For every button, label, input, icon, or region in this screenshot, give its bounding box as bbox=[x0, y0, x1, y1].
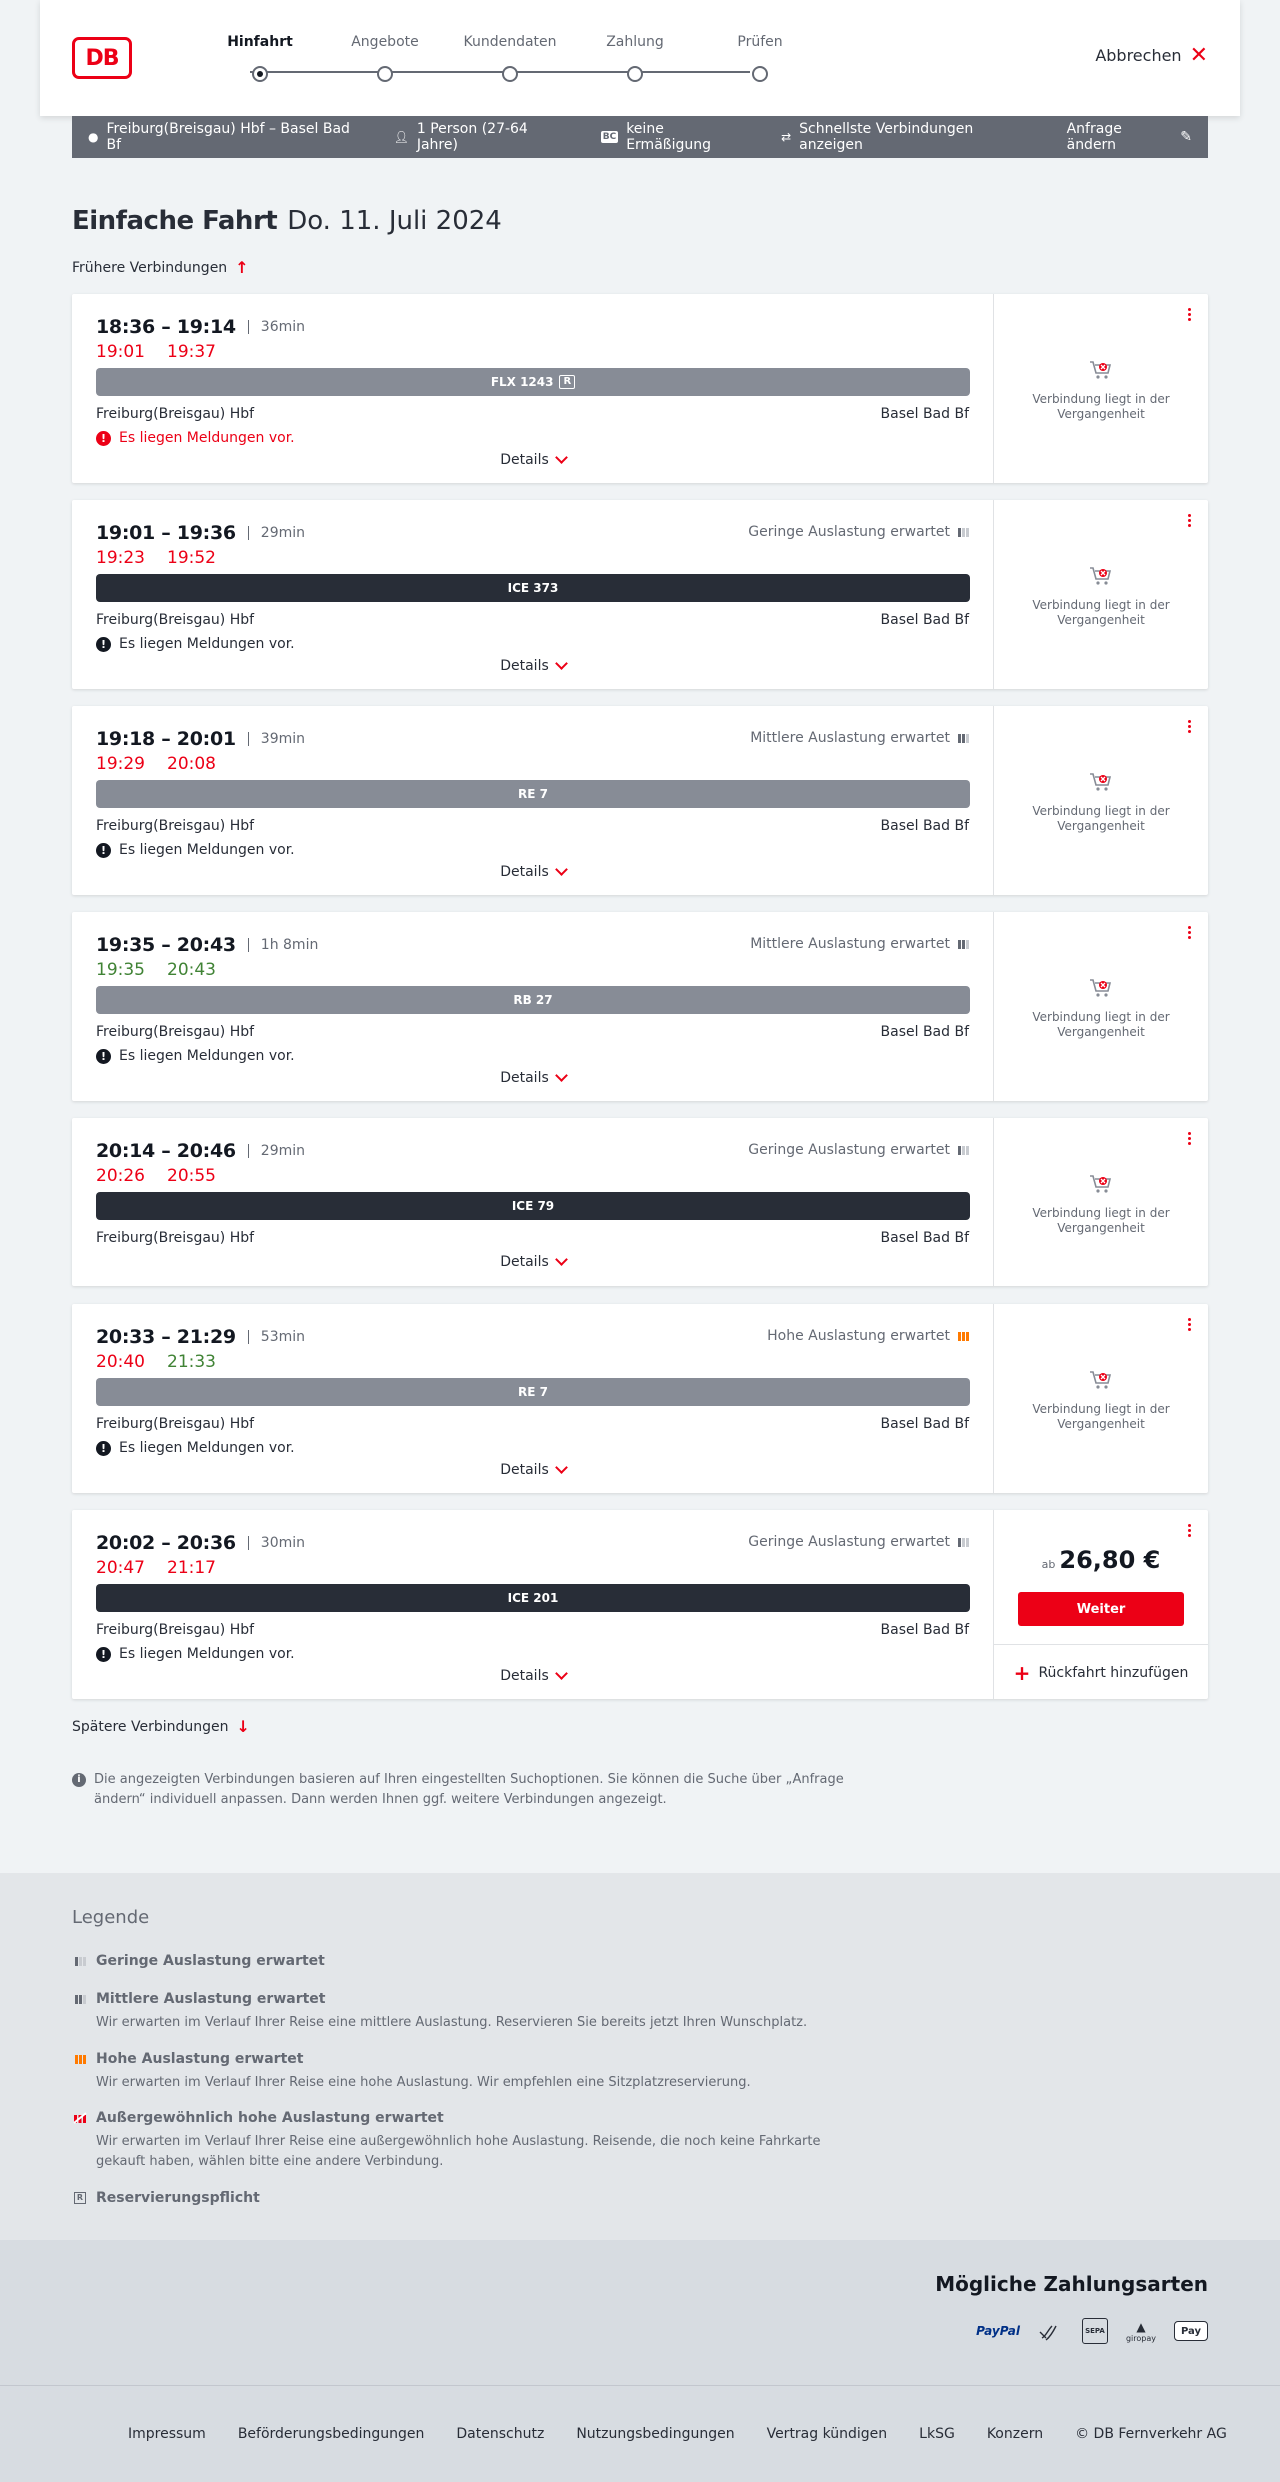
past-connection-notice: Verbindung liegt in der Vergangenheit bbox=[994, 1170, 1208, 1236]
cart-unavailable-icon bbox=[1087, 562, 1115, 590]
connection-details-area bbox=[72, 912, 994, 1101]
medium-occupancy-icon bbox=[958, 734, 969, 743]
offer-area bbox=[994, 1118, 1208, 1286]
more-options-icon[interactable] bbox=[1186, 1132, 1192, 1145]
details-toggle[interactable]: Details bbox=[72, 1462, 994, 1478]
connection-details-area bbox=[72, 500, 994, 689]
reservation-required-icon: R bbox=[74, 2192, 86, 2204]
legend-item: Außergewöhnlich hohe Auslastung erwartet Wir erwarten im Verlauf Ihrer Reise eine außergewöhnlich hohe Auslastung. Reisende, die noch keine Fahrkarte gekauft haben, wählen bitte eine andere Verbindung. bbox=[72, 2110, 872, 2172]
chevron-down-icon bbox=[555, 863, 568, 876]
destination-station: Basel Bad Bf bbox=[880, 1024, 969, 1040]
later-connections-link[interactable]: Spätere Verbindungen ↓ bbox=[72, 1717, 250, 1736]
footer-link-befoerderungsbedingungen[interactable]: Beförderungsbedingungen bbox=[237, 2426, 425, 2442]
high-occupancy-icon bbox=[75, 2055, 86, 2064]
train-bar[interactable]: RE 7 bbox=[96, 780, 970, 808]
cart-unavailable-icon bbox=[1087, 974, 1115, 1002]
chevron-down-icon bbox=[555, 1253, 568, 1266]
fastest-summary: ⇄ Schnellste Verbindungen anzeigen bbox=[781, 121, 974, 153]
top-header bbox=[40, 0, 1240, 116]
realtime-times: 20:40 21:33 bbox=[96, 1352, 216, 1372]
booking-steps bbox=[210, 34, 783, 84]
payment-icons bbox=[976, 2318, 1208, 2344]
arrow-up-icon: ↑ bbox=[235, 258, 249, 277]
details-toggle[interactable]: Details bbox=[72, 1668, 994, 1684]
realtime-times: 19:01 19:37 bbox=[96, 342, 216, 362]
low-occupancy-icon bbox=[958, 1538, 969, 1547]
more-options-icon[interactable] bbox=[1186, 1318, 1192, 1331]
persons-summary: 👤︎ 1 Person (27-64 Jahre) bbox=[393, 121, 528, 153]
offer-area bbox=[994, 912, 1208, 1101]
connection-card[interactable] bbox=[72, 500, 1208, 689]
footer-link-lksg[interactable]: LkSG bbox=[919, 2426, 955, 2442]
warning-icon: ! bbox=[96, 637, 111, 652]
duration: 30min bbox=[248, 1536, 305, 1550]
medium-occupancy-icon bbox=[75, 1995, 86, 2004]
page-title: Einfache Fahrt Do. 11. Juli 2024 bbox=[72, 206, 502, 236]
continue-button[interactable]: Weiter bbox=[1018, 1592, 1184, 1626]
realtime-times: 20:47 21:17 bbox=[96, 1558, 216, 1578]
plus-icon: + bbox=[1013, 1660, 1031, 1685]
destination-station: Basel Bad Bf bbox=[880, 612, 969, 628]
step-dot bbox=[752, 66, 768, 82]
add-return-button[interactable]: + Rückfahrt hinzufügen bbox=[994, 1644, 1208, 1700]
duration: 39min bbox=[248, 732, 305, 746]
occupancy-info: Geringe Auslastung erwartet bbox=[748, 524, 969, 540]
realtime-times: 20:26 20:55 bbox=[96, 1166, 216, 1186]
footer-link-datenschutz[interactable]: Datenschutz bbox=[456, 2426, 545, 2442]
more-options-icon[interactable] bbox=[1186, 1524, 1192, 1537]
realtime-times: 19:23 19:52 bbox=[96, 548, 216, 568]
origin-station: Freiburg(Breisgau) Hbf bbox=[96, 612, 255, 628]
connection-card[interactable] bbox=[72, 1510, 1208, 1699]
step-dot bbox=[502, 66, 518, 82]
chevron-down-icon bbox=[555, 657, 568, 670]
details-toggle[interactable]: Details bbox=[72, 864, 994, 880]
cart-unavailable-icon bbox=[1087, 1366, 1115, 1394]
chevron-down-icon bbox=[555, 1069, 568, 1082]
warning-icon: ! bbox=[96, 1441, 111, 1456]
planned-times: 19:18 – 20:01 39min bbox=[96, 728, 306, 750]
past-connection-notice: Verbindung liegt in der Vergangenheit bbox=[994, 1366, 1208, 1432]
price-display: ab 26,80 € bbox=[1041, 1546, 1161, 1574]
notice-message[interactable]: ! Es liegen Meldungen vor. bbox=[96, 1440, 295, 1456]
notice-message[interactable]: ! Es liegen Meldungen vor. bbox=[96, 636, 295, 652]
step-dot-active bbox=[252, 66, 268, 82]
origin-station: Freiburg(Breisgau) Hbf bbox=[96, 1622, 255, 1638]
offer-area bbox=[994, 1304, 1208, 1493]
exceptional-occupancy-icon bbox=[72, 2112, 88, 2124]
offer-area bbox=[994, 1510, 1208, 1699]
connection-card[interactable] bbox=[72, 1118, 1208, 1286]
connection-details-area bbox=[72, 706, 994, 895]
connection-details-area bbox=[72, 294, 994, 483]
low-occupancy-icon bbox=[958, 528, 969, 537]
connection-card[interactable] bbox=[72, 706, 1208, 895]
legend-item: Hohe Auslastung erwartet Wir erwarten im Verlauf Ihrer Reise eine hohe Auslastung. Wir empfehlen eine Sitzplatzreservierung. bbox=[72, 2051, 872, 2093]
duration: 1h 8min bbox=[248, 938, 319, 952]
footer-link-impressum[interactable]: Impressum bbox=[128, 2426, 206, 2442]
low-occupancy-icon bbox=[75, 1957, 86, 1966]
duration: 29min bbox=[248, 526, 305, 540]
train-bar[interactable]: ICE 79 bbox=[96, 1192, 970, 1220]
step-dot bbox=[627, 66, 643, 82]
earlier-connections-link[interactable]: Frühere Verbindungen ↑ bbox=[72, 258, 249, 277]
origin-station: Freiburg(Breisgau) Hbf bbox=[96, 1416, 255, 1432]
duration: 36min bbox=[248, 320, 305, 334]
train-bar[interactable]: FLX 1243 R bbox=[96, 368, 970, 396]
connection-details-area bbox=[72, 1304, 994, 1493]
connection-details-area bbox=[72, 1510, 994, 1699]
sepa-icon: SEPA bbox=[1082, 2318, 1108, 2344]
legend-item: Geringe Auslastung erwartet bbox=[72, 1953, 872, 1969]
more-options-icon[interactable] bbox=[1186, 926, 1192, 939]
edit-request-button[interactable]: Anfrage ändern ✎ bbox=[1066, 121, 1192, 153]
reservation-required-icon: R bbox=[559, 375, 575, 389]
payment-title: Mögliche Zahlungsarten bbox=[935, 2272, 1208, 2296]
step-zahlung: Zahlung bbox=[585, 34, 685, 82]
origin-station: Freiburg(Breisgau) Hbf bbox=[96, 1230, 255, 1246]
warning-icon: ! bbox=[96, 1647, 111, 1662]
footer-link-konzern[interactable]: Konzern bbox=[986, 2426, 1044, 2442]
planned-times: 20:14 – 20:46 29min bbox=[96, 1140, 306, 1162]
realtime-times: 19:29 20:08 bbox=[96, 754, 216, 774]
legend-item: R Reservierungspflicht bbox=[72, 2190, 872, 2206]
step-pruefen: Prüfen bbox=[710, 34, 810, 82]
swap-arrows-icon: ⇄ bbox=[781, 130, 792, 144]
connection-details-area bbox=[72, 1118, 994, 1286]
db-logo[interactable]: DB bbox=[72, 37, 132, 79]
origin-station: Freiburg(Breisgau) Hbf bbox=[96, 406, 255, 422]
offer-area bbox=[994, 706, 1208, 895]
occupancy-info: Geringe Auslastung erwartet bbox=[748, 1534, 969, 1550]
pencil-icon: ✎ bbox=[1180, 129, 1192, 145]
cart-unavailable-icon bbox=[1087, 356, 1115, 384]
step-kundendaten: Kundendaten bbox=[460, 34, 560, 82]
cart-unavailable-icon bbox=[1087, 1170, 1115, 1198]
past-connection-notice: Verbindung liegt in der Vergangenheit bbox=[994, 974, 1208, 1040]
connection-card[interactable] bbox=[72, 1304, 1208, 1493]
discount-summary: BC keine Ermäßigung bbox=[602, 121, 712, 153]
destination-station: Basel Bad Bf bbox=[880, 818, 969, 834]
connection-card[interactable] bbox=[72, 294, 1208, 483]
step-hinfahrt[interactable]: Hinfahrt bbox=[210, 34, 310, 82]
train-bar[interactable]: ICE 201 bbox=[96, 1584, 970, 1612]
offer-area bbox=[994, 500, 1208, 689]
destination-station: Basel Bad Bf bbox=[880, 1622, 969, 1638]
details-toggle[interactable]: Details bbox=[72, 1254, 994, 1270]
contactless-card-icon bbox=[1038, 2318, 1064, 2344]
occupancy-info: Mittlere Auslastung erwartet bbox=[750, 730, 969, 746]
details-toggle[interactable]: Details bbox=[72, 452, 994, 468]
connection-card[interactable] bbox=[72, 912, 1208, 1101]
chevron-down-icon bbox=[555, 451, 568, 464]
origin-station: Freiburg(Breisgau) Hbf bbox=[96, 1024, 255, 1040]
train-bar[interactable]: RB 27 bbox=[96, 986, 970, 1014]
legend-title: Legende bbox=[72, 1907, 150, 1928]
footer bbox=[0, 2385, 1280, 2482]
cancel-button[interactable]: Abbrechen ✕ bbox=[1095, 42, 1208, 68]
past-connection-notice: Verbindung liegt in der Vergangenheit bbox=[994, 562, 1208, 628]
more-options-icon[interactable] bbox=[1186, 514, 1192, 527]
past-connection-notice: Verbindung liegt in der Vergangenheit bbox=[994, 768, 1208, 834]
notice-message[interactable]: ! Es liegen Meldungen vor. bbox=[96, 842, 295, 858]
planned-times: 19:01 – 19:36 29min bbox=[96, 522, 306, 544]
arrow-down-icon: ↓ bbox=[236, 1717, 250, 1736]
apple-pay-icon: Pay bbox=[1174, 2321, 1208, 2341]
offer-area bbox=[994, 294, 1208, 483]
search-info-note: i Die angezeigten Verbindungen basieren auf Ihren eingestellten Suchoptionen. Sie können die Suche über „Anfrage ändern“ individuell anpassen. Dann werden Ihnen ggf. weitere Verbindungen angezeigt. bbox=[72, 1770, 872, 1810]
train-bar[interactable]: ICE 373 bbox=[96, 574, 970, 602]
destination-station: Basel Bad Bf bbox=[880, 406, 969, 422]
warning-icon: ! bbox=[96, 843, 111, 858]
notice-message[interactable]: ! Es liegen Meldungen vor. bbox=[96, 1048, 295, 1064]
past-connection-notice: Verbindung liegt in der Vergangenheit bbox=[994, 356, 1208, 422]
route-summary: ● Freiburg(Breisgau) Hbf – Basel Bad Bf bbox=[88, 121, 350, 153]
details-toggle[interactable]: Details bbox=[72, 658, 994, 674]
high-occupancy-icon bbox=[958, 1332, 969, 1341]
planned-times: 20:33 – 21:29 53min bbox=[96, 1326, 306, 1348]
legend-item: Mittlere Auslastung erwartet Wir erwarten im Verlauf Ihrer Reise eine mittlere Auslastung. Reservieren Sie bereits jetzt Ihren Wunschplatz. bbox=[72, 1991, 872, 2033]
footer-link-nutzungsbedingungen[interactable]: Nutzungsbedingungen bbox=[576, 2426, 735, 2442]
paypal-icon: PayPal bbox=[976, 2324, 1020, 2338]
more-options-icon[interactable] bbox=[1186, 720, 1192, 733]
chevron-down-icon bbox=[555, 1667, 568, 1680]
duration: 53min bbox=[248, 1330, 305, 1344]
planned-times: 18:36 – 19:14 36min bbox=[96, 316, 306, 338]
notice-message[interactable]: ! Es liegen Meldungen vor. bbox=[96, 1646, 295, 1662]
origin-station: Freiburg(Breisgau) Hbf bbox=[96, 818, 255, 834]
location-pin-icon: ● bbox=[88, 130, 99, 144]
notice-message[interactable]: ! Es liegen Meldungen vor. bbox=[96, 430, 295, 446]
person-icon: 👤︎ bbox=[393, 130, 409, 144]
occupancy-info: Geringe Auslastung erwartet bbox=[748, 1142, 969, 1158]
occupancy-info: Hohe Auslastung erwartet bbox=[767, 1328, 969, 1344]
realtime-times: 19:35 20:43 bbox=[96, 960, 216, 980]
low-occupancy-icon bbox=[958, 1146, 969, 1155]
medium-occupancy-icon bbox=[958, 940, 969, 949]
train-bar[interactable]: RE 7 bbox=[96, 1378, 970, 1406]
details-toggle[interactable]: Details bbox=[72, 1070, 994, 1086]
footer-links bbox=[128, 2426, 1227, 2442]
search-summary-bar bbox=[72, 116, 1208, 158]
giropay-icon: ▲ giropay bbox=[1125, 2319, 1156, 2343]
info-icon: i bbox=[72, 1773, 86, 1787]
bahncard-icon: BC bbox=[602, 132, 617, 142]
warning-icon: ! bbox=[96, 1049, 111, 1064]
destination-station: Basel Bad Bf bbox=[880, 1416, 969, 1432]
duration: 29min bbox=[248, 1144, 305, 1158]
close-icon: ✕ bbox=[1189, 42, 1208, 68]
copyright: © DB Fernverkehr AG bbox=[1075, 2426, 1227, 2442]
legend-section bbox=[0, 1873, 1280, 2240]
occupancy-info: Mittlere Auslastung erwartet bbox=[750, 936, 969, 952]
chevron-down-icon bbox=[555, 1461, 568, 1474]
more-options-icon[interactable] bbox=[1186, 308, 1192, 321]
destination-station: Basel Bad Bf bbox=[880, 1230, 969, 1246]
planned-times: 20:02 – 20:36 30min bbox=[96, 1532, 306, 1554]
planned-times: 19:35 – 20:43 1h 8min bbox=[96, 934, 319, 956]
cart-unavailable-icon bbox=[1087, 768, 1115, 796]
step-dot bbox=[377, 66, 393, 82]
step-angebote: Angebote bbox=[335, 34, 435, 82]
footer-link-vertrag-kuendigen[interactable]: Vertrag kündigen bbox=[766, 2426, 888, 2442]
payment-methods-section bbox=[0, 2240, 1280, 2385]
warning-icon: ! bbox=[96, 431, 111, 446]
